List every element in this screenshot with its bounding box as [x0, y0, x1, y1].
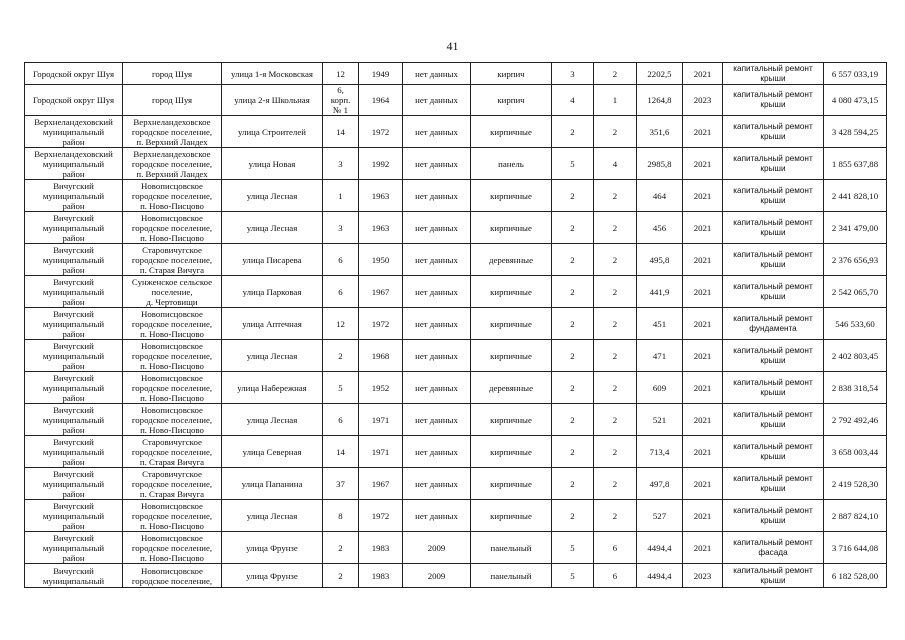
cell-year-built: 1971 — [359, 436, 403, 468]
cell-street: улица Новая — [222, 148, 323, 180]
cell-municipality: Городской округ Шуя — [25, 63, 123, 85]
cell-year-built: 1952 — [359, 372, 403, 404]
cell-entrances: 2 — [594, 404, 637, 436]
cell-last-repair: нет данных — [403, 180, 471, 212]
cell-year-built: 1972 — [359, 500, 403, 532]
table-row — [25, 372, 887, 404]
table-row — [25, 212, 887, 244]
cell-year-built: 1992 — [359, 148, 403, 180]
cell-settlement: Новописцовское городское поселение, п. Ново-Писцово — [123, 532, 222, 564]
cell-wall-material: панель — [471, 148, 552, 180]
cell-wall-material: кирпичные — [471, 436, 552, 468]
cell-year-built: 1983 — [359, 564, 403, 588]
cell-street: улица Лесная — [222, 500, 323, 532]
cell-municipality: Вичугский муниципальный район — [25, 500, 123, 532]
cell-area: 451 — [637, 308, 683, 340]
table-row — [25, 148, 887, 180]
cell-planned-year: 2021 — [683, 63, 723, 85]
cell-municipality: Вичугский муниципальный район — [25, 436, 123, 468]
cell-area: 464 — [637, 180, 683, 212]
cell-street: улица Набережная — [222, 372, 323, 404]
cell-work-type: капитальный ремонт крыши — [723, 436, 824, 468]
cell-entrances: 2 — [594, 372, 637, 404]
cell-floors: 2 — [552, 340, 594, 372]
cell-cost: 2 792 492,46 — [824, 404, 887, 436]
cell-work-type: капитальный ремонт крыши — [723, 340, 824, 372]
cell-last-repair: нет данных — [403, 404, 471, 436]
cell-year-built: 1963 — [359, 180, 403, 212]
cell-area: 456 — [637, 212, 683, 244]
cell-municipality: Вичугский муниципальный район — [25, 372, 123, 404]
cell-settlement: Новописцовское городское поселение, п. Ново-Писцово — [123, 372, 222, 404]
cell-street: улица Лесная — [222, 180, 323, 212]
cell-entrances: 6 — [594, 532, 637, 564]
table-row — [25, 340, 887, 372]
cell-cost: 3 658 003,44 — [824, 436, 887, 468]
cell-cost: 2 419 528,30 — [824, 468, 887, 500]
cell-cost: 3 428 594,25 — [824, 116, 887, 148]
cell-entrances: 2 — [594, 468, 637, 500]
cell-wall-material: деревянные — [471, 372, 552, 404]
cell-settlement: Старовичугское городское поселение, п. Старая Вичуга — [123, 468, 222, 500]
table-row — [25, 500, 887, 532]
cell-municipality: Вичугский муниципальный район — [25, 276, 123, 308]
cell-street: улица Писарева — [222, 244, 323, 276]
cell-cost: 4 080 473,15 — [824, 85, 887, 116]
cell-entrances: 2 — [594, 116, 637, 148]
cell-floors: 4 — [552, 85, 594, 116]
cell-work-type: капитальный ремонт крыши — [723, 85, 824, 116]
cell-house-number: 6 — [323, 244, 359, 276]
cell-house-number: 12 — [323, 63, 359, 85]
table-row — [25, 276, 887, 308]
cell-wall-material: кирпичные — [471, 116, 552, 148]
cell-planned-year: 2021 — [683, 308, 723, 340]
cell-entrances: 6 — [594, 564, 637, 588]
cell-municipality: Вичугский муниципальный район — [25, 244, 123, 276]
cell-year-built: 1972 — [359, 116, 403, 148]
cell-municipality: Вичугский муниципальный район — [25, 468, 123, 500]
cell-house-number: 2 — [323, 564, 359, 588]
cell-area: 497,8 — [637, 468, 683, 500]
cell-floors: 2 — [552, 244, 594, 276]
cell-entrances: 2 — [594, 436, 637, 468]
cell-municipality: Верхнеландеховский муниципальный район — [25, 116, 123, 148]
cell-last-repair: 2009 — [403, 564, 471, 588]
cell-work-type: капитальный ремонт крыши — [723, 212, 824, 244]
table-row — [25, 532, 887, 564]
cell-planned-year: 2021 — [683, 436, 723, 468]
cell-planned-year: 2021 — [683, 212, 723, 244]
cell-settlement: Новописцовское городское поселение, п. Ново-Писцово — [123, 340, 222, 372]
cell-house-number: 14 — [323, 436, 359, 468]
cell-last-repair: 2009 — [403, 532, 471, 564]
cell-planned-year: 2021 — [683, 500, 723, 532]
cell-year-built: 1967 — [359, 468, 403, 500]
cell-cost: 2 542 065,70 — [824, 276, 887, 308]
cell-floors: 2 — [552, 436, 594, 468]
cell-settlement: Старовичугское городское поселение, п. Старая Вичуга — [123, 244, 222, 276]
cell-floors: 2 — [552, 212, 594, 244]
cell-entrances: 2 — [594, 244, 637, 276]
cell-house-number: 12 — [323, 308, 359, 340]
cell-work-type: капитальный ремонт крыши — [723, 180, 824, 212]
cell-wall-material: деревянные — [471, 244, 552, 276]
cell-cost: 2 376 656,93 — [824, 244, 887, 276]
cell-work-type: капитальный ремонт крыши — [723, 500, 824, 532]
cell-planned-year: 2021 — [683, 532, 723, 564]
cell-year-built: 1949 — [359, 63, 403, 85]
cell-settlement: город Шуя — [123, 63, 222, 85]
cell-wall-material: кирпичные — [471, 404, 552, 436]
cell-area: 495,8 — [637, 244, 683, 276]
cell-house-number: 8 — [323, 500, 359, 532]
cell-planned-year: 2021 — [683, 404, 723, 436]
cell-house-number: 1 — [323, 180, 359, 212]
cell-floors: 2 — [552, 308, 594, 340]
cell-entrances: 2 — [594, 500, 637, 532]
cell-cost: 3 716 644,08 — [824, 532, 887, 564]
cell-wall-material: кирпичные — [471, 276, 552, 308]
cell-street: улица Парковая — [222, 276, 323, 308]
cell-floors: 2 — [552, 276, 594, 308]
table-row — [25, 468, 887, 500]
cell-area: 351,6 — [637, 116, 683, 148]
cell-wall-material: кирпич — [471, 63, 552, 85]
cell-house-number: 6 — [323, 404, 359, 436]
cell-last-repair: нет данных — [403, 85, 471, 116]
cell-area: 4494,4 — [637, 532, 683, 564]
cell-planned-year: 2021 — [683, 276, 723, 308]
cell-work-type: капитальный ремонт фасада — [723, 532, 824, 564]
cell-year-built: 1971 — [359, 404, 403, 436]
cell-entrances: 1 — [594, 85, 637, 116]
cell-settlement: город Шуя — [123, 85, 222, 116]
cell-floors: 2 — [552, 116, 594, 148]
cell-planned-year: 2023 — [683, 85, 723, 116]
cell-street: улица Лесная — [222, 404, 323, 436]
cell-cost: 2 838 318,54 — [824, 372, 887, 404]
cell-planned-year: 2021 — [683, 372, 723, 404]
cell-area: 1264,8 — [637, 85, 683, 116]
cell-planned-year: 2023 — [683, 564, 723, 588]
cell-entrances: 2 — [594, 276, 637, 308]
cell-area: 2985,8 — [637, 148, 683, 180]
cell-entrances: 2 — [594, 340, 637, 372]
cell-municipality: Вичугский муниципальный район — [25, 340, 123, 372]
cell-municipality: Городской округ Шуя — [25, 85, 123, 116]
cell-wall-material: кирпичные — [471, 212, 552, 244]
cell-wall-material: кирпичные — [471, 500, 552, 532]
cell-wall-material: кирпичные — [471, 340, 552, 372]
cell-floors: 2 — [552, 372, 594, 404]
cell-municipality: Вичугский муниципальный район — [25, 532, 123, 564]
cell-street: улица Фрунзе — [222, 532, 323, 564]
cell-municipality: Вичугский муниципальный район — [25, 404, 123, 436]
cell-floors: 2 — [552, 500, 594, 532]
cell-entrances: 4 — [594, 148, 637, 180]
cell-area: 471 — [637, 340, 683, 372]
cell-municipality: Вичугский муниципальный район — [25, 180, 123, 212]
cell-street: улица Лесная — [222, 340, 323, 372]
table-row — [25, 116, 887, 148]
cell-cost: 2 402 803,45 — [824, 340, 887, 372]
cell-work-type: капитальный ремонт крыши — [723, 116, 824, 148]
cell-street: улица Лесная — [222, 212, 323, 244]
cell-settlement: Новописцовское городское поселение, п. Ново-Писцово — [123, 308, 222, 340]
cell-planned-year: 2021 — [683, 148, 723, 180]
cell-work-type: капитальный ремонт крыши — [723, 244, 824, 276]
cell-year-built: 1983 — [359, 532, 403, 564]
cell-entrances: 2 — [594, 180, 637, 212]
cell-street: улица Фрунзе — [222, 564, 323, 588]
cell-cost: 1 855 637,88 — [824, 148, 887, 180]
cell-house-number: 6 — [323, 276, 359, 308]
cell-year-built: 1968 — [359, 340, 403, 372]
cell-last-repair: нет данных — [403, 63, 471, 85]
cell-work-type: капитальный ремонт крыши — [723, 564, 824, 588]
cell-wall-material: кирпичные — [471, 468, 552, 500]
cell-settlement: Верхнеландеховское городское поселение, п. Верхний Ландех — [123, 148, 222, 180]
cell-floors: 5 — [552, 564, 594, 588]
cell-house-number: 5 — [323, 372, 359, 404]
cell-last-repair: нет данных — [403, 436, 471, 468]
cell-house-number: 3 — [323, 148, 359, 180]
cell-floors: 2 — [552, 404, 594, 436]
cell-street: улица 1-я Московская — [222, 63, 323, 85]
cell-settlement: Старовичугское городское поселение, п. Старая Вичуга — [123, 436, 222, 468]
cell-last-repair: нет данных — [403, 372, 471, 404]
cell-area: 713,4 — [637, 436, 683, 468]
cell-year-built: 1972 — [359, 308, 403, 340]
cell-area: 521 — [637, 404, 683, 436]
cell-street: улица Папанина — [222, 468, 323, 500]
cell-planned-year: 2021 — [683, 468, 723, 500]
cell-planned-year: 2021 — [683, 244, 723, 276]
cell-municipality: Вичугский муниципальный — [25, 564, 123, 588]
table-row — [25, 564, 887, 588]
cell-floors: 2 — [552, 180, 594, 212]
cell-last-repair: нет данных — [403, 244, 471, 276]
cell-wall-material: кирпичные — [471, 180, 552, 212]
cell-settlement: Верхнеландеховское городское поселение, п. Верхний Ландех — [123, 116, 222, 148]
cell-settlement: Новописцовское городское поселение, — [123, 564, 222, 588]
cell-street: улица 2-я Школьная — [222, 85, 323, 116]
cell-cost: 2 441 828,10 — [824, 180, 887, 212]
cell-house-number: 2 — [323, 340, 359, 372]
cell-settlement: Новописцовское городское поселение, п. Ново-Писцово — [123, 500, 222, 532]
cell-settlement: Новописцовское городское поселение, п. Ново-Писцово — [123, 404, 222, 436]
cell-floors: 2 — [552, 468, 594, 500]
cell-house-number: 2 — [323, 532, 359, 564]
table-row — [25, 63, 887, 85]
cell-house-number: 6, корп. № 1 — [323, 85, 359, 116]
cell-wall-material: кирпичные — [471, 308, 552, 340]
cell-settlement: Сунженское сельское поселение, д. Чертовищи — [123, 276, 222, 308]
cell-planned-year: 2021 — [683, 340, 723, 372]
cell-year-built: 1964 — [359, 85, 403, 116]
cell-last-repair: нет данных — [403, 500, 471, 532]
cell-wall-material: панельный — [471, 564, 552, 588]
table-row — [25, 85, 887, 116]
cell-entrances: 2 — [594, 308, 637, 340]
cell-work-type: капитальный ремонт крыши — [723, 468, 824, 500]
cell-last-repair: нет данных — [403, 276, 471, 308]
table-row — [25, 180, 887, 212]
cell-wall-material: панельный — [471, 532, 552, 564]
cell-planned-year: 2021 — [683, 116, 723, 148]
cell-planned-year: 2021 — [683, 180, 723, 212]
cell-work-type: капитальный ремонт крыши — [723, 276, 824, 308]
cell-last-repair: нет данных — [403, 148, 471, 180]
cell-floors: 3 — [552, 63, 594, 85]
cell-work-type: капитальный ремонт крыши — [723, 404, 824, 436]
cell-area: 441,9 — [637, 276, 683, 308]
cell-street: улица Строителей — [222, 116, 323, 148]
cell-floors: 5 — [552, 148, 594, 180]
cell-municipality: Вичугский муниципальный район — [25, 308, 123, 340]
cell-settlement: Новописцовское городское поселение, п. Ново-Писцово — [123, 180, 222, 212]
cell-last-repair: нет данных — [403, 468, 471, 500]
cell-area: 527 — [637, 500, 683, 532]
cell-cost: 6 557 033,19 — [824, 63, 887, 85]
cell-municipality: Вичугский муниципальный район — [25, 212, 123, 244]
table-row — [25, 308, 887, 340]
cell-floors: 5 — [552, 532, 594, 564]
cell-cost: 546 533,60 — [824, 308, 887, 340]
table-row — [25, 436, 887, 468]
page-number: 41 — [446, 39, 459, 53]
cell-wall-material: кирпич — [471, 85, 552, 116]
cell-house-number: 14 — [323, 116, 359, 148]
cell-street: улица Северная — [222, 436, 323, 468]
cell-entrances: 2 — [594, 63, 637, 85]
cell-area: 2202,5 — [637, 63, 683, 85]
cell-last-repair: нет данных — [403, 212, 471, 244]
table-body — [25, 63, 887, 588]
table-row — [25, 404, 887, 436]
cell-last-repair: нет данных — [403, 340, 471, 372]
housing-repair-table — [24, 62, 887, 588]
cell-last-repair: нет данных — [403, 116, 471, 148]
cell-year-built: 1950 — [359, 244, 403, 276]
cell-entrances: 2 — [594, 212, 637, 244]
cell-cost: 6 182 528,00 — [824, 564, 887, 588]
cell-year-built: 1967 — [359, 276, 403, 308]
table-row — [25, 244, 887, 276]
cell-cost: 2 341 479,00 — [824, 212, 887, 244]
cell-work-type: капитальный ремонт крыши — [723, 372, 824, 404]
cell-street: улица Аптечная — [222, 308, 323, 340]
cell-work-type: капитальный ремонт фундамента — [723, 308, 824, 340]
cell-area: 4494,4 — [637, 564, 683, 588]
cell-area: 609 — [637, 372, 683, 404]
cell-cost: 2 887 824,10 — [824, 500, 887, 532]
cell-settlement: Новописцовское городское поселение, п. Ново-Писцово — [123, 212, 222, 244]
cell-house-number: 37 — [323, 468, 359, 500]
cell-last-repair: нет данных — [403, 308, 471, 340]
cell-house-number: 3 — [323, 212, 359, 244]
cell-municipality: Верхнеландеховский муниципальный район — [25, 148, 123, 180]
cell-year-built: 1963 — [359, 212, 403, 244]
cell-work-type: капитальный ремонт крыши — [723, 63, 824, 85]
cell-work-type: капитальный ремонт крыши — [723, 148, 824, 180]
